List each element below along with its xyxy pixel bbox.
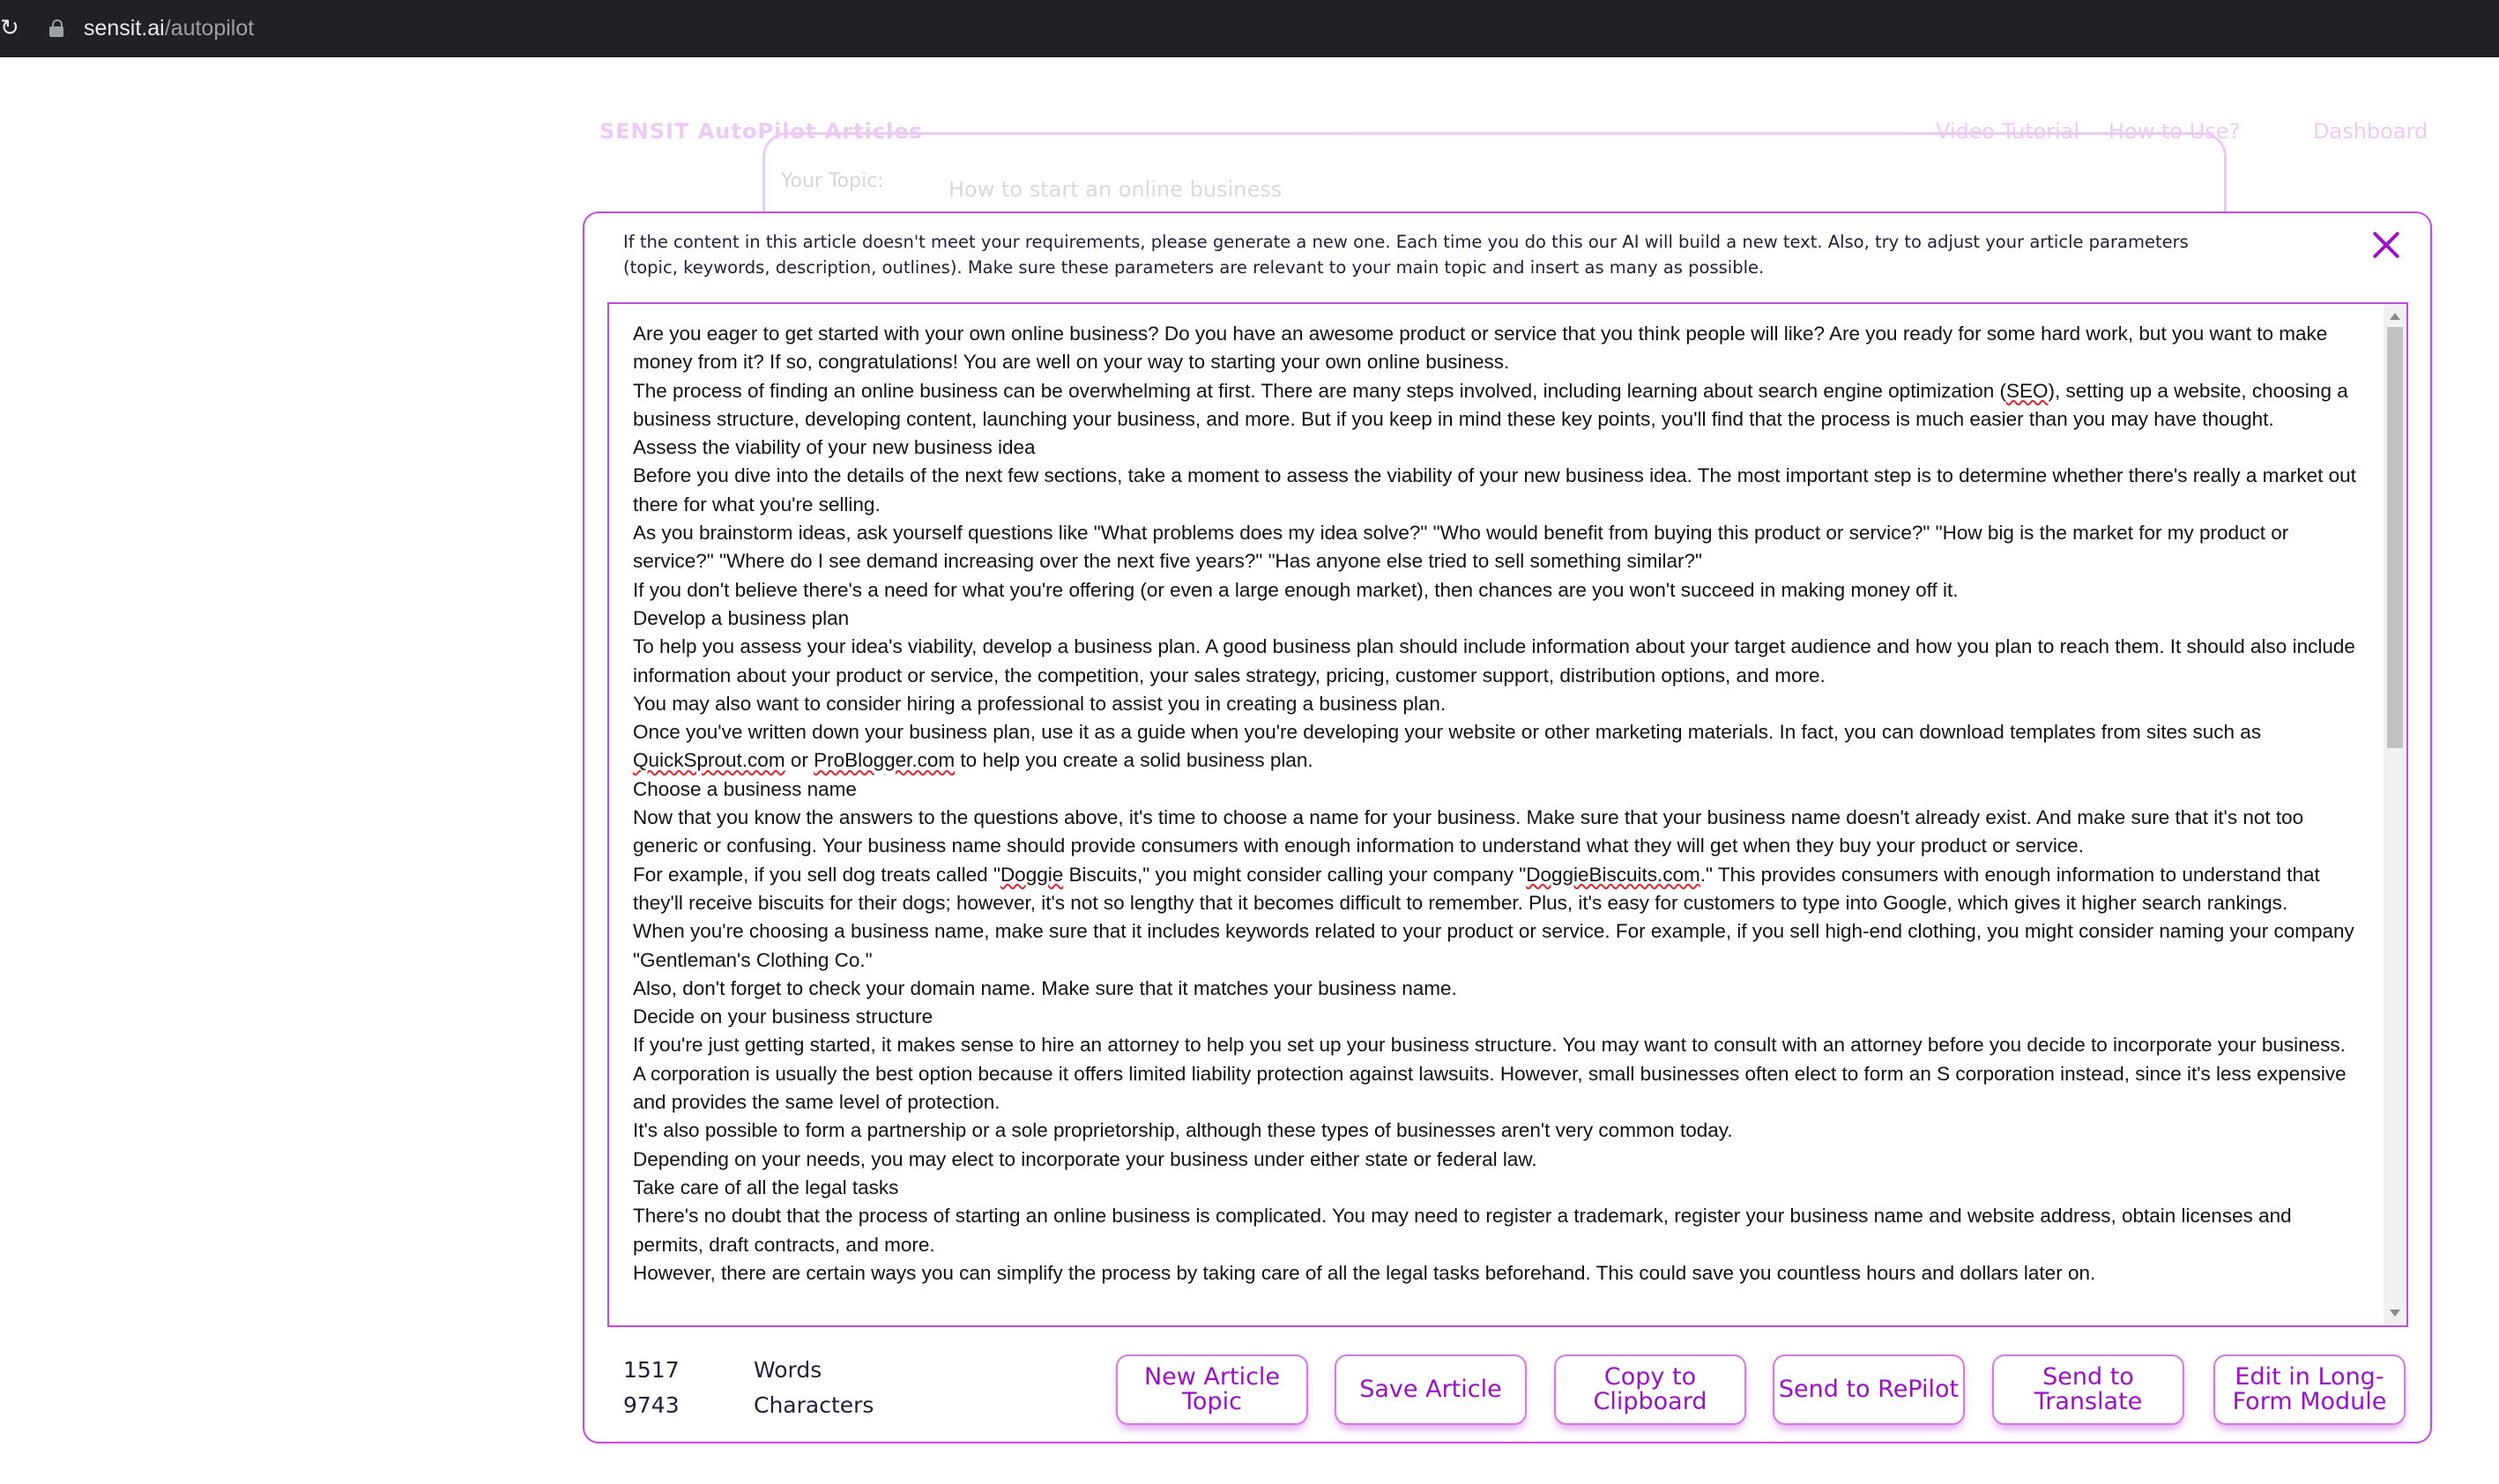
nav-video-tutorial: Video Tutorial [1936, 119, 2080, 144]
url-field[interactable] [84, 14, 254, 42]
spellcheck-word: Doggie [1000, 863, 1064, 886]
text-span: The process of finding an online business can be overwhelming at first. There are many steps involved, including learning about search engine optimization ( [633, 379, 2006, 402]
paragraph: You may also want to consider hiring a professional to assist you in creating a business plan. [633, 692, 1447, 715]
text-span: For example, if you sell dog treats called " [633, 863, 1000, 886]
paragraph: To help you assess your idea's viability, develop a business plan. A good business plan should include information about your target audience and how you plan to reach them. It should also include information about your product or service, the competition, your sales strategy, pricing, customer support, distribution options, and more. [633, 635, 2355, 686]
section-heading: Decide on your business structure [633, 1005, 933, 1028]
send-to-repilot-button[interactable]: Send to RePilot [1773, 1354, 1965, 1425]
paragraph [633, 861, 2356, 918]
nav-dashboard: Dashboard [2313, 119, 2428, 144]
topic-label: Your Topic: [781, 170, 884, 192]
paragraph: Also, don't forget to check your domain name. Make sure that it matches your business name. [633, 976, 1457, 999]
paragraph: However, there are certain ways you can simplify the process by taking care of all the legal tasks beforehand. This could save you countless hours and dollars later on. [633, 1261, 2096, 1284]
scrollbar-thumb[interactable] [2387, 327, 2403, 748]
paragraph: Now that you know the answers to the questions above, it's time to choose a name for your business. Make sure that your business name doesn't already exist. And make sure that it's not too generic or confusing. Your business name should provide consumers with enough information to understand what they will get when they buy your product or service. [633, 806, 2304, 857]
browser-address-bar [0, 0, 2499, 57]
section-heading: Assess the viability of your new business idea [633, 436, 1036, 459]
reload-icon[interactable]: ↻ [0, 15, 19, 41]
brand-logo: SENSIT AutoPilot Articles [599, 119, 923, 144]
long-form-label-line-1: Edit in Long- [2235, 1363, 2384, 1391]
lock-icon[interactable] [49, 19, 63, 37]
topic-value: How to start an online business [948, 177, 1283, 202]
word-count: 1517 [623, 1357, 680, 1383]
article-editor[interactable] [607, 302, 2408, 1327]
spellcheck-word: ProBlogger.com [814, 749, 956, 772]
article-stats [623, 1353, 874, 1423]
char-count: 9743 [623, 1392, 680, 1418]
paragraph: Before you dive into the details of the next few sections, take a moment to assess the viability of your new business idea. The most important step is to determine whether there's really a market out there for what you're selling. [633, 464, 2356, 516]
save-article-button[interactable]: Save Article [1335, 1354, 1527, 1425]
notice-line-1: If the content in this article doesn't meet your requirements, please generate a new one. Each time you do this our AI will build a new text. Also, try to adjust your article parameters [623, 232, 2189, 252]
modal-notice [623, 229, 2192, 280]
section-heading: Choose a business name [633, 777, 857, 800]
new-article-topic-button[interactable]: New Article Topic [1116, 1354, 1308, 1425]
text-span: ." This provides consumers with enough information to understand that they'll receive biscuits for their dogs; however, it's not so lengthy that it becomes difficult to remember. Plus, it's easy for customers to type into Google, which gives it higher search rankings. [633, 863, 2320, 914]
paragraph: There's no doubt that the process of starting an online business is complicated. You may need to register a trademark, register your business name and website address, obtain licenses and permits, draft contracts, and more. [633, 1205, 2292, 1256]
word-count-row [623, 1353, 874, 1388]
paragraph [633, 377, 2356, 434]
url-path: /autopilot [164, 16, 255, 41]
notice-line-2: (topic, keywords, description, outlines). Make sure these parameters are relevant to your main topic and insert as many as possible. [623, 257, 1765, 278]
text-span: ), setting up a website, choosing a business structure, developing content, launching your business, and more. But if you keep in mind these key points, you'll find that the process is much easier than you may have thought. [633, 379, 2348, 430]
paragraph: Are you eager to get started with your own online business? Do you have an awesome product or service that you think people will like? Are you ready for some hard work, but you want to make money from it? If so, congratulations! You are well on your way to starting your own online business. [633, 323, 2328, 374]
close-icon[interactable] [2367, 226, 2406, 264]
paragraph [633, 718, 2356, 775]
paragraph: As you brainstorm ideas, ask yourself questions like "What problems does my idea solve?" "Who would benefit from buying this product or service?" "How big is the market for my product or service?" "Where do I see demand increasing over the next five years?" "Has anyone else tried to sell something similar?" [633, 522, 2289, 573]
char-count-row [623, 1388, 874, 1423]
text-span: or [785, 749, 814, 772]
paragraph: If you're just getting started, it makes sense to hire an attorney to help you set up your business structure. You may want to consult with an attorney before you decide to incorporate your business. [633, 1034, 2346, 1057]
char-count-label: Characters [754, 1392, 874, 1418]
paragraph: It's also possible to form a partnership or a sole proprietorship, although these types of businesses aren't very common today. [633, 1119, 1733, 1142]
text-span: Biscuits," you might consider calling your company " [1063, 863, 1527, 886]
edit-in-long-form-button[interactable] [2213, 1354, 2406, 1425]
url-domain: sensit.ai [84, 16, 165, 41]
paragraph: If you don't believe there's a need for what you're offering (or even a large enough market), then chances are you won't succeed in making money off it. [633, 578, 1959, 601]
article-modal [583, 211, 2432, 1443]
paragraph: When you're choosing a business name, make sure that it includes keywords related to your product or service. For example, if you sell high-end clothing, you might consider naming your company "Gentleman's Clothing Co." [633, 920, 2354, 971]
editor-scrollbar[interactable] [2384, 304, 2406, 1325]
spellcheck-word: DoggieBiscuits.com [1526, 863, 1700, 886]
copy-to-clipboard-button[interactable]: Copy to Clipboard [1554, 1354, 1746, 1425]
send-to-translate-button[interactable]: Send to Translate [1992, 1354, 2184, 1425]
scroll-down-arrow-icon[interactable] [2390, 1310, 2400, 1317]
paragraph: A corporation is usually the best option because it offers limited liability protection against lawsuits. However, small businesses often elect to form an S corporation instead, since it's less expensive and provides the same level of protection. [633, 1062, 2347, 1114]
nav-how-to-use: How to Use? [2109, 119, 2241, 144]
long-form-label-line-2: Form Module [2232, 1388, 2387, 1415]
text-span: to help you create a solid business plan. [955, 749, 1313, 772]
text-span: Once you've written down your business plan, use it as a guide when you're developing your website or other marketing materials. In fact, you can download templates from sites such as [633, 721, 2262, 744]
paragraph: Depending on your needs, you may elect to incorporate your business under either state or federal law. [633, 1147, 1537, 1170]
spellcheck-word: SEO [2005, 379, 2049, 402]
scroll-up-arrow-icon[interactable] [2390, 313, 2400, 320]
spellcheck-word: QuickSprout.com [633, 749, 785, 772]
section-heading: Develop a business plan [633, 606, 850, 629]
article-text[interactable] [633, 320, 2356, 1287]
section-heading: Take care of all the legal tasks [633, 1176, 899, 1198]
word-count-label: Words [754, 1357, 822, 1383]
